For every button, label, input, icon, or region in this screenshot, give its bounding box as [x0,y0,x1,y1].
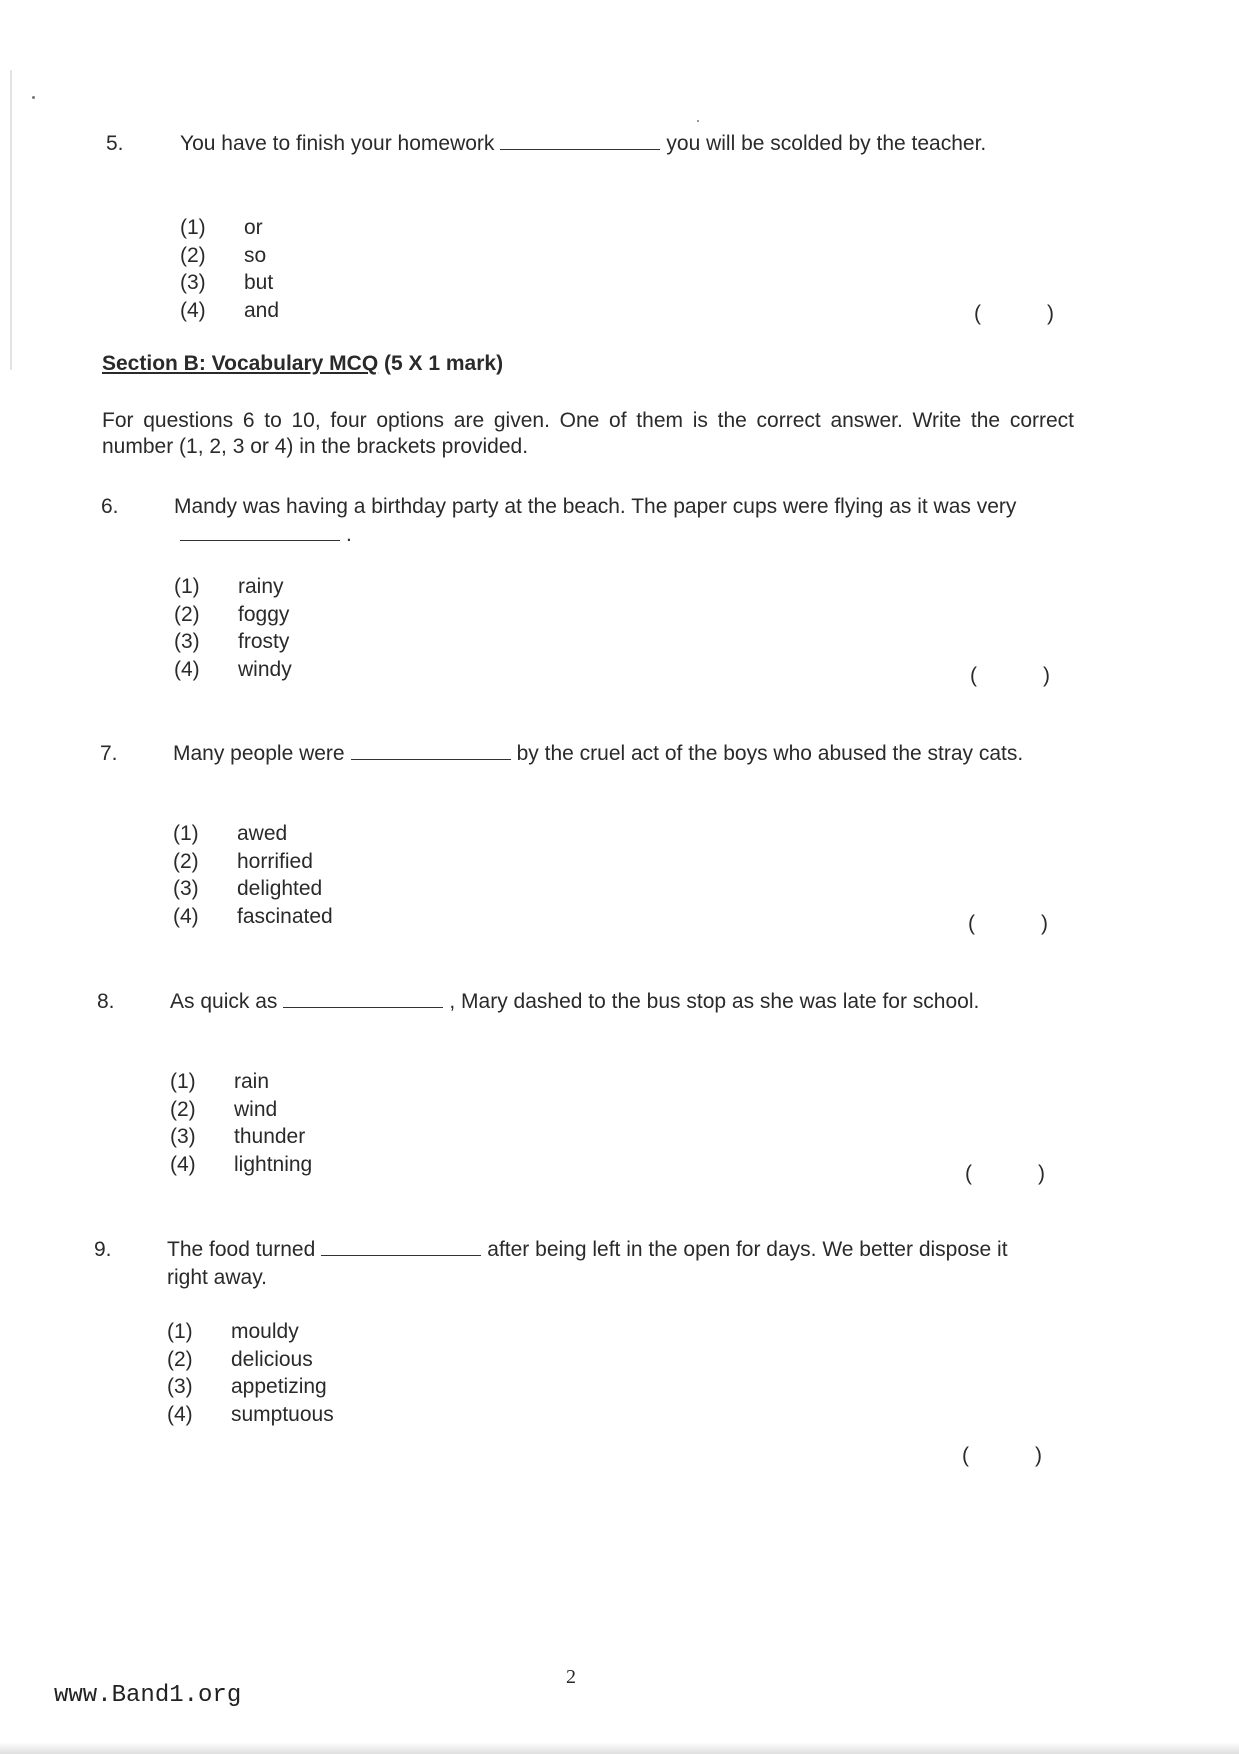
option-number: (2) [174,602,200,626]
section-title-underlined: Section B: Vocabulary MCQ [102,352,379,375]
option-number: (3) [173,877,199,900]
answer-blank [283,989,443,1008]
bracket-close: ) [1035,1444,1042,1467]
page-number: 2 [566,1666,576,1688]
option-list [173,820,473,930]
option-list [180,214,480,324]
option-2 [173,848,473,876]
scan-bottom-shadow [0,1742,1239,1754]
question-stem [170,988,1070,1016]
section-instructions: For questions 6 to 10, four options are given. One of them is the correct answer. Write the correct number (1, 2, 3 or 4) in the brackets provided. [102,409,1074,458]
option-number: (1) [167,1320,193,1343]
question-8 [97,988,1071,1188]
answer-blank [351,741,511,760]
bracket-close: ) [1047,302,1054,325]
option-text: windy [238,657,292,681]
option-1 [170,1068,470,1096]
option-text: sumptuous [231,1402,334,1426]
option-3 [174,628,474,656]
footer-url: www.Band1.org [54,1682,242,1709]
question-9 [94,1236,1024,1436]
option-text: delighted [237,877,323,900]
stem-text-before: Many people were [173,742,345,765]
option-number: (2) [173,849,199,873]
option-text: but [244,271,274,294]
bracket-open: ( [970,664,977,687]
stem-text-before: Mandy was having a birthday party at the beach. The paper cups were flying as it was very [174,495,1017,518]
option-text: frosty [238,630,290,653]
option-number: (2) [167,1347,193,1371]
question-stem [180,130,1080,158]
option-4 [170,1151,470,1179]
option-text: awed [237,822,288,845]
question-number: 9. [94,1238,112,1261]
option-list [170,1068,470,1178]
option-number: (1) [173,822,199,845]
stem-text-after: by the cruel act of the boys who abused the stray cats. [516,742,1024,765]
stem-text-before: The food turned [167,1238,316,1261]
option-3 [167,1373,467,1401]
option-1 [173,820,473,848]
question-number: 7. [100,742,118,765]
option-text: lightning [234,1152,313,1176]
option-text: or [244,216,263,239]
option-2 [167,1346,467,1374]
scan-edge-shadow [10,70,12,370]
option-number: (2) [180,243,206,267]
scan-speck [32,96,35,99]
option-number: (4) [167,1402,193,1426]
option-number: (4) [170,1152,196,1176]
stem-text-after: you will be scolded by the teacher. [666,132,987,155]
bracket-close: ) [1038,1162,1045,1185]
option-text: thunder [234,1125,306,1148]
option-number: (4) [180,298,206,322]
stem-text-after: . [346,523,352,546]
question-7 [100,740,1074,940]
option-number: (3) [170,1125,196,1148]
option-4 [180,297,480,325]
option-2 [170,1096,470,1124]
stem-text-after: , Mary dashed to the bus stop as she was late for school. [449,990,980,1013]
option-2 [174,601,474,629]
stem-text-before: As quick as [170,990,278,1013]
answer-blank [500,131,660,150]
bracket-open: ( [968,912,975,935]
option-list [174,573,474,683]
option-number: (2) [170,1097,196,1121]
option-text: so [244,243,267,267]
question-stem [173,740,1073,768]
option-text: delicious [231,1347,313,1371]
option-4 [167,1401,467,1429]
bracket-open: ( [974,302,981,325]
option-text: mouldy [231,1320,299,1343]
option-1 [180,214,480,242]
bracket-close: ) [1041,912,1048,935]
option-3 [180,269,480,297]
answer-blank [321,1237,481,1256]
question-5 [106,130,1080,330]
question-6 [101,493,1046,693]
option-3 [173,875,473,903]
option-4 [173,903,473,931]
bracket-open: ( [962,1444,969,1467]
option-number: (3) [174,630,200,653]
option-text: foggy [238,602,290,626]
stem-text-after: after being left in the open for days. We better dispose it right away. [167,1238,1008,1289]
question-number: 8. [97,990,115,1013]
option-number: (4) [174,657,200,681]
question-stem [174,493,1046,549]
scan-speck [697,120,699,122]
question-number: 5. [106,132,124,155]
option-number: (3) [180,271,206,294]
answer-blank [180,522,340,541]
option-text: fascinated [237,904,333,928]
bracket-open: ( [965,1162,972,1185]
option-text: rain [234,1070,270,1093]
option-number: (3) [167,1375,193,1398]
question-number: 6. [101,495,119,518]
option-number: (1) [180,216,206,239]
option-1 [167,1318,467,1346]
option-1 [174,573,474,601]
option-2 [180,242,480,270]
section-title [102,352,503,376]
option-number: (4) [173,904,199,928]
option-4 [174,656,474,684]
section-title-marks: (5 X 1 mark) [384,352,504,375]
option-3 [170,1123,470,1151]
stem-text-before: You have to finish your homework [180,132,495,155]
option-text: and [244,298,280,322]
option-number: (1) [170,1070,196,1093]
option-text: horrified [237,849,313,873]
bracket-close: ) [1043,664,1050,687]
question-stem [167,1236,1024,1292]
option-text: appetizing [231,1375,327,1398]
option-text: rainy [238,575,284,598]
option-number: (1) [174,575,200,598]
option-list [167,1318,467,1428]
option-text: wind [234,1097,278,1121]
